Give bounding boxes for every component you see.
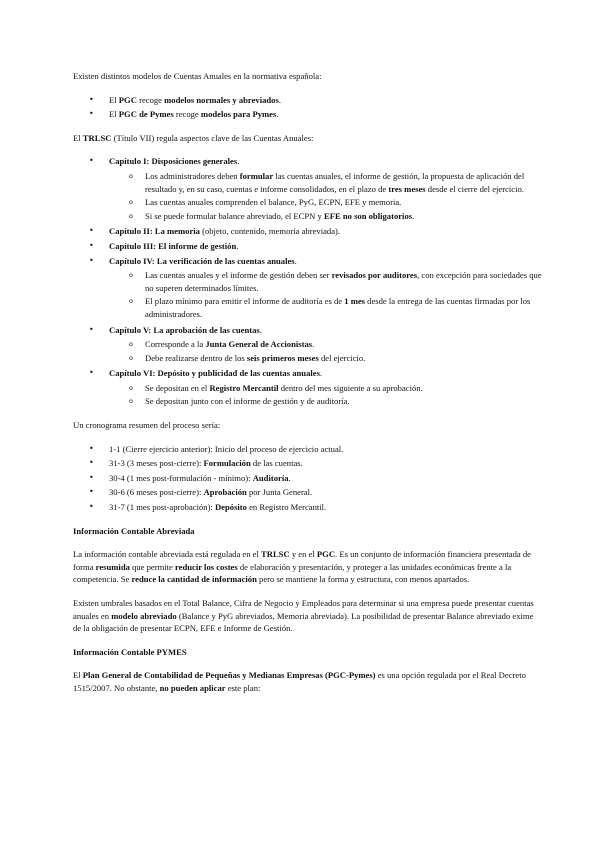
sublist-item: o Debe realizarse dentro de los seis primeros meses del ejercicio. [109, 352, 543, 365]
chapter-item: • Capítulo V: La aprobación de las cuentas. o Corresponde a la Junta General de Accionistas. o Debe realizarse dentro de los seis primeros meses del ejercicio. [73, 324, 543, 365]
sublist [109, 382, 543, 408]
intro-list [73, 94, 543, 121]
chapter-item: • Capítulo VI: Depósito y publicidad de las cuentas anuales. o Se depositan en el Registro Mercantil dentro del mes siguiente a su aprobación. o Se depositan junto con el informe de gestión y de auditoría. [73, 367, 543, 408]
sublist [109, 338, 543, 364]
sublist-item: o Las cuentas anuales comprenden el balance, PyG, ECPN, EFE y memoria. [109, 196, 543, 209]
timeline-item: • 31-7 (1 mes post-aprobación): Depósito en Registro Mercantil. [73, 501, 543, 514]
timeline-item: • 30-6 (6 meses post-cierre): Aprobación por Junta General. [73, 486, 543, 499]
list-item: • El PGC recoge modelos normales y abreviados. [73, 94, 543, 107]
sublist-item: o Las cuentas anuales y el informe de gestión deben ser revisados por auditores, con excepción para sociedades que no superen determinados límites. [109, 269, 543, 294]
chapter-item: • Capítulo IV: La verificación de las cuentas anuales. o Las cuentas anuales y el informe de gestión deben ser revisados por auditores, con excepción para sociedades que no superen determinados límites. o El plazo mínimo para emitir el informe de auditoría es de 1 mes desde la entrega de las cuentas firmadas por los administradores. [73, 255, 543, 321]
chapter-item: • Capítulo II: La memoria (objeto, contenido, memoria abreviada). [73, 225, 543, 238]
section-title-pymes: Información Contable PYMES [73, 646, 187, 657]
abreviada-paragraph-1: La información contable abreviada está regulada en el TRLSC y en el PGC. Es un conjunto de información financiera presentada de forma resumida que permite reducir los costes de elaboración y presentación, y proteger a las unidades económicas frente a la competencia. Se reduce la cantidad de información pero se mantiene la forma y estructura, con menos apartados. [73, 549, 531, 585]
chapter-item: • Capítulo I: Disposiciones generales. o Los administradores deben formular las cuentas anuales, el informe de gestión, la propuesta de aplicación del resultado y, en su caso, cuentas e informe consolidados, en el plazo de tres meses desde el cierre del ejercicio. o Las cuentas anuales comprenden el balance, PyG, ECPN, EFE y memoria. o Si se puede formular balance abreviado, el ECPN y EFE no son obligatorios. [73, 155, 543, 222]
sublist-item: o Corresponde a la Junta General de Accionistas. [109, 338, 543, 351]
section-title-abreviada: Información Contable Abreviada [73, 525, 195, 536]
pymes-paragraph: El Plan General de Contabilidad de Pequeñas y Medianas Empresas (PGC-Pymes) es una opción regulada por el Real Decreto 1515/2007. No obstante, no pueden aplicar este plan: [73, 670, 526, 693]
timeline-item: • 31-3 (3 meses post-cierre): Formulación de las cuentas. [73, 457, 543, 470]
timeline-list [73, 443, 543, 514]
sublist [109, 269, 543, 320]
timeline-item: • 30-4 (1 mes post-formulación - mínimo): Auditoría. [73, 472, 543, 485]
chapter-item: • Capítulo III: El informe de gestión. [73, 240, 543, 253]
sublist-item: o Los administradores deben formular las cuentas anuales, el informe de gestión, la propuesta de aplicación del resultado y, en su caso, cuentas e informe consolidados, en el plazo de tres meses desde el cierre del ejercicio. [109, 170, 543, 195]
intro-paragraph: Existen distintos modelos de Cuentas Anuales en la normativa española: [73, 71, 322, 81]
abreviada-paragraph-2: Existen umbrales basados en el Total Balance, Cifra de Negocio y Empleados para determinar si una empresa puede presentar cuentas anuales en modelo abreviado (Balance y PyG abreviados, Memoria abreviada). La posibilidad de presentar Balance abreviado exime de la obligación de presentar ECPN, EFE e Informe de Gestión. [73, 598, 534, 634]
sublist [109, 170, 543, 222]
trlsc-paragraph: El TRLSC (Título VII) regula aspectos clave de las Cuentas Anuales: [73, 132, 314, 143]
timeline-intro: Un cronograma resumen del proceso sería: [73, 420, 221, 431]
timeline-item: • 1-1 (Cierre ejercicio anterior): Inicio del proceso de ejercicio actual. [73, 443, 543, 456]
list-item: • El PGC de Pymes recoge modelos para Pymes. [73, 108, 543, 121]
chapters-list [73, 155, 543, 408]
sublist-item: o Si se puede formular balance abreviado, el ECPN y EFE no son obligatorios. [109, 210, 543, 223]
sublist-item: o Se depositan junto con el informe de gestión y de auditoría. [109, 395, 543, 408]
sublist-item: o Se depositan en el Registro Mercantil dentro del mes siguiente a su aprobación. [109, 382, 543, 395]
document-page [73, 70, 543, 706]
sublist-item: o El plazo mínimo para emitir el informe de auditoría es de 1 mes desde la entrega de las cuentas firmadas por los administradores. [109, 295, 543, 320]
